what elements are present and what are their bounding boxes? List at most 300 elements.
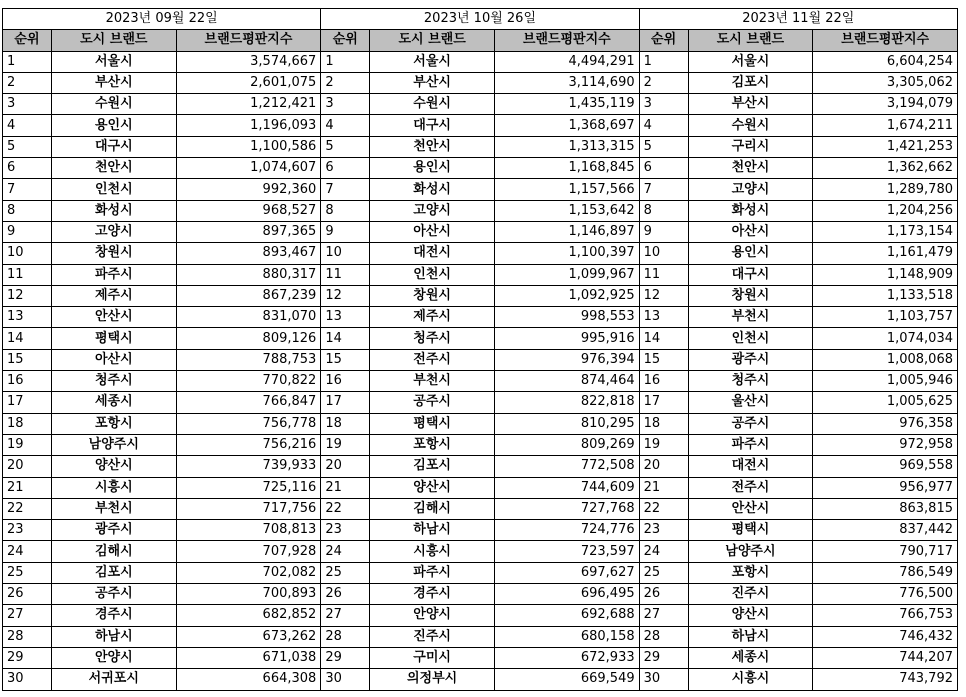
rank-cell: 6 (639, 158, 688, 179)
city-cell: 아산시 (370, 221, 495, 242)
city-cell: 천안시 (51, 158, 176, 179)
rank-cell: 23 (639, 520, 688, 541)
city-cell: 청주시 (51, 371, 176, 392)
rank-cell: 15 (639, 349, 688, 370)
rank-cell: 10 (639, 243, 688, 264)
rank-cell: 10 (321, 243, 370, 264)
rank-cell: 17 (3, 392, 52, 413)
table-row (3, 669, 958, 690)
city-cell: 양산시 (688, 605, 813, 626)
city-cell: 하남시 (51, 626, 176, 647)
index-cell: 1,074,034 (813, 328, 958, 349)
rank-cell: 29 (3, 647, 52, 668)
city-cell: 안산시 (688, 498, 813, 519)
city-cell: 부천시 (370, 371, 495, 392)
index-cell: 1,368,697 (494, 115, 639, 136)
section-date: 2023년 10월 26일 (321, 9, 639, 30)
rank-cell: 11 (639, 264, 688, 285)
index-cell: 1,100,397 (494, 243, 639, 264)
index-cell: 831,070 (176, 307, 321, 328)
rank-cell: 6 (321, 158, 370, 179)
index-cell: 696,495 (494, 584, 639, 605)
index-cell: 664,308 (176, 669, 321, 690)
rank-cell: 9 (3, 221, 52, 242)
rank-cell: 21 (321, 477, 370, 498)
city-cell: 제주시 (51, 285, 176, 306)
index-cell: 3,574,667 (176, 51, 321, 72)
city-cell: 하남시 (370, 520, 495, 541)
rank-cell: 5 (321, 136, 370, 157)
city-cell: 용인시 (688, 243, 813, 264)
index-cell: 766,847 (176, 392, 321, 413)
city-cell: 양산시 (51, 456, 176, 477)
index-cell: 1,204,256 (813, 200, 958, 221)
city-cell: 서울시 (688, 51, 813, 72)
rank-cell: 29 (321, 647, 370, 668)
index-cell: 1,133,518 (813, 285, 958, 306)
rank-cell: 8 (639, 200, 688, 221)
column-header-rank: 순위 (321, 30, 370, 51)
index-cell: 968,527 (176, 200, 321, 221)
section-date: 2023년 11월 22일 (639, 9, 957, 30)
city-cell: 서귀포시 (51, 669, 176, 690)
rank-cell: 1 (639, 51, 688, 72)
rank-cell: 9 (639, 221, 688, 242)
section-date: 2023년 09월 22일 (3, 9, 321, 30)
rank-cell: 9 (321, 221, 370, 242)
rank-cell: 28 (321, 626, 370, 647)
index-cell: 1,157,566 (494, 179, 639, 200)
table-row (3, 51, 958, 72)
index-cell: 976,394 (494, 349, 639, 370)
rank-cell: 13 (321, 307, 370, 328)
index-cell: 790,717 (813, 541, 958, 562)
table-row (3, 136, 958, 157)
city-cell: 창원시 (688, 285, 813, 306)
rank-cell: 2 (321, 72, 370, 93)
index-cell: 1,099,967 (494, 264, 639, 285)
index-cell: 770,822 (176, 371, 321, 392)
city-cell: 대전시 (370, 243, 495, 264)
table-row (3, 221, 958, 242)
index-cell: 863,815 (813, 498, 958, 519)
index-cell: 743,792 (813, 669, 958, 690)
index-cell: 976,358 (813, 413, 958, 434)
index-cell: 772,508 (494, 456, 639, 477)
rank-cell: 4 (639, 115, 688, 136)
index-cell: 1,212,421 (176, 94, 321, 115)
rank-cell: 19 (3, 434, 52, 455)
table-row (3, 456, 958, 477)
rank-cell: 22 (639, 498, 688, 519)
table-row (3, 392, 958, 413)
city-cell: 청주시 (688, 371, 813, 392)
table-row (3, 498, 958, 519)
city-cell: 시흥시 (688, 669, 813, 690)
city-cell: 부천시 (688, 307, 813, 328)
index-cell: 4,494,291 (494, 51, 639, 72)
rank-cell: 2 (639, 72, 688, 93)
index-cell: 998,553 (494, 307, 639, 328)
rank-cell: 18 (321, 413, 370, 434)
brand-reputation-table (2, 8, 958, 691)
header-row (3, 30, 958, 51)
rank-cell: 21 (3, 477, 52, 498)
city-cell: 경주시 (51, 605, 176, 626)
city-cell: 양산시 (370, 477, 495, 498)
index-cell: 1,161,479 (813, 243, 958, 264)
rank-cell: 16 (3, 371, 52, 392)
index-cell: 692,688 (494, 605, 639, 626)
index-cell: 3,114,690 (494, 72, 639, 93)
city-cell: 공주시 (688, 413, 813, 434)
city-cell: 안산시 (51, 307, 176, 328)
rank-cell: 7 (321, 179, 370, 200)
rank-cell: 19 (639, 434, 688, 455)
city-cell: 김해시 (51, 541, 176, 562)
index-cell: 756,216 (176, 434, 321, 455)
index-cell: 744,207 (813, 647, 958, 668)
city-cell: 대전시 (688, 456, 813, 477)
city-cell: 창원시 (370, 285, 495, 306)
city-cell: 구리시 (688, 136, 813, 157)
rank-cell: 15 (3, 349, 52, 370)
index-cell: 672,933 (494, 647, 639, 668)
index-cell: 776,500 (813, 584, 958, 605)
column-header-brand-index: 브랜드평판지수 (494, 30, 639, 51)
city-cell: 고양시 (51, 221, 176, 242)
index-cell: 697,627 (494, 562, 639, 583)
city-cell: 울산시 (688, 392, 813, 413)
rank-cell: 11 (3, 264, 52, 285)
city-cell: 안양시 (370, 605, 495, 626)
index-cell: 1,168,845 (494, 158, 639, 179)
rank-cell: 22 (321, 498, 370, 519)
city-cell: 세종시 (688, 647, 813, 668)
index-cell: 1,173,154 (813, 221, 958, 242)
rank-cell: 8 (321, 200, 370, 221)
rank-cell: 20 (321, 456, 370, 477)
rank-cell: 24 (3, 541, 52, 562)
index-cell: 2,601,075 (176, 72, 321, 93)
table-row (3, 434, 958, 455)
city-cell: 창원시 (51, 243, 176, 264)
index-cell: 1,103,757 (813, 307, 958, 328)
city-cell: 아산시 (51, 349, 176, 370)
rank-cell: 10 (3, 243, 52, 264)
city-cell: 대구시 (688, 264, 813, 285)
city-cell: 세종시 (51, 392, 176, 413)
index-cell: 809,126 (176, 328, 321, 349)
city-cell: 수원시 (370, 94, 495, 115)
index-cell: 1,148,909 (813, 264, 958, 285)
index-cell: 3,194,079 (813, 94, 958, 115)
rank-cell: 14 (3, 328, 52, 349)
rank-cell: 26 (321, 584, 370, 605)
column-header-brand-index: 브랜드평판지수 (176, 30, 321, 51)
city-cell: 수원시 (688, 115, 813, 136)
index-cell: 725,116 (176, 477, 321, 498)
date-row (3, 9, 958, 30)
index-cell: 1,196,093 (176, 115, 321, 136)
rank-cell: 16 (639, 371, 688, 392)
city-cell: 화성시 (688, 200, 813, 221)
index-cell: 809,269 (494, 434, 639, 455)
index-cell: 1,092,925 (494, 285, 639, 306)
table-row (3, 413, 958, 434)
city-cell: 전주시 (370, 349, 495, 370)
rank-cell: 5 (639, 136, 688, 157)
rank-cell: 27 (321, 605, 370, 626)
table-row (3, 115, 958, 136)
rank-cell: 1 (321, 51, 370, 72)
index-cell: 717,756 (176, 498, 321, 519)
rank-cell: 15 (321, 349, 370, 370)
index-cell: 708,813 (176, 520, 321, 541)
index-cell: 956,977 (813, 477, 958, 498)
index-cell: 744,609 (494, 477, 639, 498)
city-cell: 남양주시 (688, 541, 813, 562)
table-row (3, 562, 958, 583)
index-cell: 3,305,062 (813, 72, 958, 93)
city-cell: 포항시 (51, 413, 176, 434)
index-cell: 880,317 (176, 264, 321, 285)
rank-cell: 26 (639, 584, 688, 605)
index-cell: 727,768 (494, 498, 639, 519)
city-cell: 공주시 (51, 584, 176, 605)
rank-cell: 12 (3, 285, 52, 306)
city-cell: 구미시 (370, 647, 495, 668)
index-cell: 739,933 (176, 456, 321, 477)
index-cell: 786,549 (813, 562, 958, 583)
index-cell: 707,928 (176, 541, 321, 562)
city-cell: 부산시 (688, 94, 813, 115)
city-cell: 서울시 (51, 51, 176, 72)
city-cell: 진주시 (370, 626, 495, 647)
city-cell: 아산시 (688, 221, 813, 242)
city-cell: 포항시 (688, 562, 813, 583)
index-cell: 810,295 (494, 413, 639, 434)
index-cell: 669,549 (494, 669, 639, 690)
city-cell: 의정부시 (370, 669, 495, 690)
city-cell: 용인시 (51, 115, 176, 136)
city-cell: 인천시 (51, 179, 176, 200)
table-row (3, 158, 958, 179)
table-row (3, 285, 958, 306)
index-cell: 837,442 (813, 520, 958, 541)
rank-cell: 20 (3, 456, 52, 477)
city-cell: 천안시 (370, 136, 495, 157)
index-cell: 1,146,897 (494, 221, 639, 242)
city-cell: 제주시 (370, 307, 495, 328)
index-cell: 1,421,253 (813, 136, 958, 157)
index-cell: 673,262 (176, 626, 321, 647)
index-cell: 893,467 (176, 243, 321, 264)
table-row (3, 349, 958, 370)
rank-cell: 24 (639, 541, 688, 562)
city-cell: 서울시 (370, 51, 495, 72)
table-row (3, 626, 958, 647)
index-cell: 969,558 (813, 456, 958, 477)
rank-cell: 14 (321, 328, 370, 349)
column-header-brand-index: 브랜드평판지수 (813, 30, 958, 51)
city-cell: 화성시 (51, 200, 176, 221)
rank-cell: 14 (639, 328, 688, 349)
index-cell: 1,313,315 (494, 136, 639, 157)
index-cell: 874,464 (494, 371, 639, 392)
rank-cell: 18 (639, 413, 688, 434)
city-cell: 대구시 (370, 115, 495, 136)
rank-cell: 3 (3, 94, 52, 115)
table-row (3, 264, 958, 285)
rank-cell: 26 (3, 584, 52, 605)
rank-cell: 25 (3, 562, 52, 583)
rank-cell: 8 (3, 200, 52, 221)
rank-cell: 20 (639, 456, 688, 477)
index-cell: 700,893 (176, 584, 321, 605)
rank-cell: 27 (639, 605, 688, 626)
index-cell: 1,153,642 (494, 200, 639, 221)
table-row (3, 94, 958, 115)
column-header-rank: 순위 (639, 30, 688, 51)
column-header-rank: 순위 (3, 30, 52, 51)
table-row (3, 584, 958, 605)
index-cell: 992,360 (176, 179, 321, 200)
rank-cell: 19 (321, 434, 370, 455)
rank-cell: 18 (3, 413, 52, 434)
rank-cell: 13 (639, 307, 688, 328)
index-cell: 972,958 (813, 434, 958, 455)
city-cell: 부산시 (51, 72, 176, 93)
index-cell: 766,753 (813, 605, 958, 626)
city-cell: 천안시 (688, 158, 813, 179)
rank-cell: 29 (639, 647, 688, 668)
rank-cell: 23 (3, 520, 52, 541)
city-cell: 청주시 (370, 328, 495, 349)
rank-cell: 21 (639, 477, 688, 498)
city-cell: 하남시 (688, 626, 813, 647)
rank-cell: 6 (3, 158, 52, 179)
ranking-document (2, 8, 964, 691)
table-row (3, 200, 958, 221)
city-cell: 김포시 (688, 72, 813, 93)
city-cell: 평택시 (370, 413, 495, 434)
city-cell: 안양시 (51, 647, 176, 668)
rank-cell: 30 (3, 669, 52, 690)
city-cell: 경주시 (370, 584, 495, 605)
column-header-city-brand: 도시 브랜드 (51, 30, 176, 51)
rank-cell: 30 (639, 669, 688, 690)
rank-cell: 28 (3, 626, 52, 647)
rank-cell: 11 (321, 264, 370, 285)
city-cell: 김해시 (370, 498, 495, 519)
city-cell: 용인시 (370, 158, 495, 179)
table-row (3, 371, 958, 392)
index-cell: 788,753 (176, 349, 321, 370)
table-row (3, 243, 958, 264)
city-cell: 대구시 (51, 136, 176, 157)
city-cell: 김포시 (370, 456, 495, 477)
rank-cell: 4 (3, 115, 52, 136)
rank-cell: 25 (639, 562, 688, 583)
table-row (3, 328, 958, 349)
index-cell: 756,778 (176, 413, 321, 434)
index-cell: 995,916 (494, 328, 639, 349)
index-cell: 724,776 (494, 520, 639, 541)
table-body (3, 9, 958, 691)
table-row (3, 179, 958, 200)
table-row (3, 477, 958, 498)
index-cell: 822,818 (494, 392, 639, 413)
table-row (3, 520, 958, 541)
rank-cell: 30 (321, 669, 370, 690)
table-row (3, 541, 958, 562)
table-row (3, 72, 958, 93)
table-row (3, 307, 958, 328)
city-cell: 시흥시 (370, 541, 495, 562)
rank-cell: 3 (639, 94, 688, 115)
city-cell: 부산시 (370, 72, 495, 93)
rank-cell: 7 (639, 179, 688, 200)
table-row (3, 605, 958, 626)
city-cell: 고양시 (370, 200, 495, 221)
rank-cell: 23 (321, 520, 370, 541)
index-cell: 671,038 (176, 647, 321, 668)
index-cell: 1,100,586 (176, 136, 321, 157)
index-cell: 1,008,068 (813, 349, 958, 370)
rank-cell: 12 (321, 285, 370, 306)
rank-cell: 28 (639, 626, 688, 647)
city-cell: 포항시 (370, 434, 495, 455)
index-cell: 1,362,662 (813, 158, 958, 179)
rank-cell: 24 (321, 541, 370, 562)
city-cell: 고양시 (688, 179, 813, 200)
city-cell: 평택시 (688, 520, 813, 541)
index-cell: 6,604,254 (813, 51, 958, 72)
rank-cell: 2 (3, 72, 52, 93)
rank-cell: 4 (321, 115, 370, 136)
city-cell: 공주시 (370, 392, 495, 413)
city-cell: 수원시 (51, 94, 176, 115)
index-cell: 867,239 (176, 285, 321, 306)
rank-cell: 27 (3, 605, 52, 626)
index-cell: 723,597 (494, 541, 639, 562)
index-cell: 1,435,119 (494, 94, 639, 115)
index-cell: 1,074,607 (176, 158, 321, 179)
index-cell: 1,005,946 (813, 371, 958, 392)
index-cell: 1,674,211 (813, 115, 958, 136)
city-cell: 남양주시 (51, 434, 176, 455)
table-row (3, 647, 958, 668)
city-cell: 진주시 (688, 584, 813, 605)
city-cell: 인천시 (688, 328, 813, 349)
column-header-city-brand: 도시 브랜드 (370, 30, 495, 51)
city-cell: 평택시 (51, 328, 176, 349)
index-cell: 680,158 (494, 626, 639, 647)
city-cell: 부천시 (51, 498, 176, 519)
rank-cell: 7 (3, 179, 52, 200)
rank-cell: 5 (3, 136, 52, 157)
rank-cell: 1 (3, 51, 52, 72)
city-cell: 파주시 (51, 264, 176, 285)
city-cell: 파주시 (688, 434, 813, 455)
index-cell: 746,432 (813, 626, 958, 647)
city-cell: 인천시 (370, 264, 495, 285)
city-cell: 광주시 (51, 520, 176, 541)
city-cell: 전주시 (688, 477, 813, 498)
index-cell: 1,005,625 (813, 392, 958, 413)
city-cell: 화성시 (370, 179, 495, 200)
